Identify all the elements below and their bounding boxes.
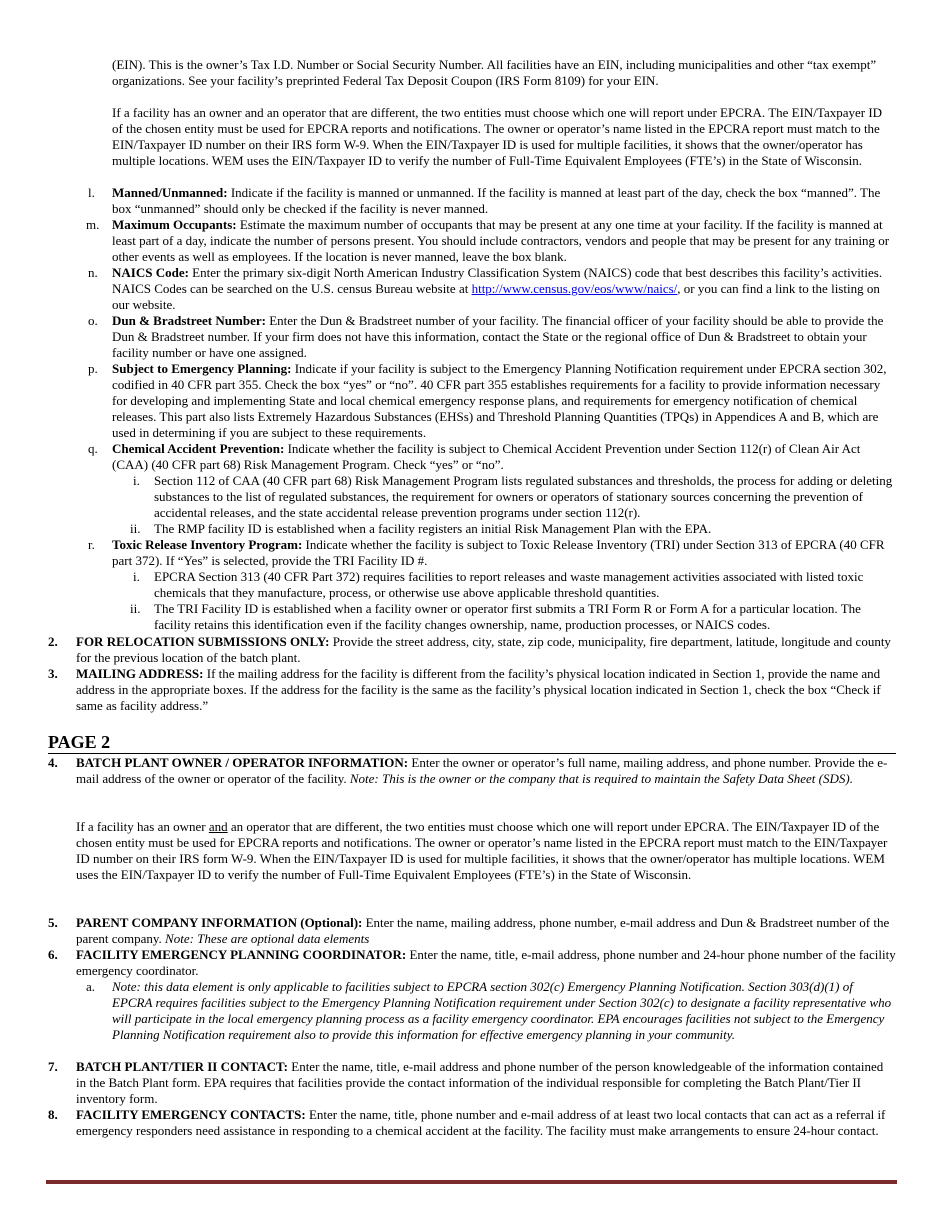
section-4-p2-a: If a facility has an owner — [76, 819, 209, 834]
section-7-number: 7. — [48, 1059, 58, 1074]
item-o-label: o. — [88, 313, 98, 328]
section-4-title: BATCH PLANT OWNER / OPERATOR INFORMATION: — [76, 755, 409, 770]
item-m-title: Maximum Occupants: — [112, 217, 237, 232]
item-q-sub-ii: The RMP facility ID is established when a facility registers an initial Risk Management Plan with the EPA. — [154, 521, 712, 536]
section-4-owner-operator-paragraph — [76, 819, 896, 883]
item-manned-unmanned — [112, 185, 896, 217]
footer-rule — [46, 1180, 897, 1184]
item-p-title: Subject to Emergency Planning: — [112, 361, 292, 376]
section-6-number: 6. — [48, 947, 58, 962]
item-m-text: Estimate the maximum number of occupants that may be present at any one time at your facility. If the facility is manned at least part of a day, indicate the number of persons present. You should include contractors, vendors and people that may be present for any training or other events as well as employees. If the location is never manned, leave the box blank. — [112, 217, 890, 264]
item-o-title: Dun & Bradstreet Number: — [112, 313, 266, 328]
item-r-sub-i-label: i. — [133, 569, 140, 584]
item-r-sub-i: EPCRA Section 313 (40 CFR Part 372) requires facilities to report releases and waste management activities associated with listed toxic chemicals that they manufacture, process, or otherwise use above applicable threshold quantities. — [154, 569, 864, 600]
section-2-text: Provide the street address, city, state, zip code, municipality, fire department, latitude, longitude and county for the previous location of the batch plant. — [76, 634, 891, 665]
section-tier-ii-contact — [76, 1059, 896, 1107]
section-4-note: Note: This is the owner or the company that is required to maintain the Safety Data Sheet (SDS). — [349, 771, 853, 786]
section-3-text: If the mailing address for the facility is different from the facility’s physical location indicated in Section 1, provide the name and address in the appropriate boxes. If the address for the facility is the same as the facility’s physical location indicated in Section 1, check the box “Check if same as facility address.” — [76, 666, 881, 713]
section-8-number: 8. — [48, 1107, 58, 1122]
item-q-sub-i-label: i. — [133, 473, 140, 488]
item-n-text-b: , or you can find a link to the listing on our website. — [112, 281, 880, 312]
item-q-label: q. — [88, 441, 98, 456]
section-owner-operator — [76, 755, 896, 787]
item-dun-bradstreet — [112, 313, 896, 361]
page-2-heading: PAGE 2 — [48, 732, 111, 752]
item-q-text: Indicate whether the facility is subject to Chemical Accident Prevention under Section 112(r) of Clean Air Act (CAA) (40 CFR part 68) Risk Management Program. Check “yes” or “no”. — [112, 441, 861, 472]
item-n-title: NAICS Code: — [112, 265, 189, 280]
item-q-sub-i: Section 112 of CAA (40 CFR part 68) Risk Management Program lists regulated substances and thresholds, the process for adding or deleting substances to the list of regulated substances, the requirement for owners or operators of stationary sources concerning the prevention of accidental releases, and the state accidental release prevention programs under section 112(r). — [154, 473, 893, 520]
section-8-title: FACILITY EMERGENCY CONTACTS: — [76, 1107, 306, 1122]
heading-divider — [48, 753, 896, 754]
item-l-label: l. — [88, 185, 95, 200]
section-3-title: MAILING ADDRESS: — [76, 666, 204, 681]
item-r-text: Indicate whether the facility is subject to Toxic Release Inventory (TRI) under Section 313 of EPCRA (40 CFR part 372). If “Yes” is selected, provide the TRI Facility ID #. — [112, 537, 885, 568]
section-relocation — [76, 634, 896, 666]
naics-link[interactable]: http://www.census.gov/eos/www/naics/ — [471, 281, 678, 296]
section-4-text: Enter the owner or operator’s full name, mailing address, and phone number. Provide the e-mail address of the owner or operator of the facility. — [76, 755, 888, 786]
item-toxic-release-inventory — [112, 537, 896, 569]
item-p-text: Indicate if your facility is subject to the Emergency Planning Notification requirement under EPCRA section 302, codified in 40 CFR part 355. Check the box “yes” or “no”. 40 CFR part 355 establishes requirements for a facility to provide information necessary for developing and implementing State and local chemical emergency response plans, and requirements for emergency notification of chemical releases. This part also lists Extremely Hazardous Substances (EHSs) and Threshold Planning Quantities (TPQs) in Appendices A and B, which are used in determining if you are subject to these requirements. — [112, 361, 887, 440]
section-2-title: FOR RELOCATION SUBMISSIONS ONLY: — [76, 634, 330, 649]
section-4-p2-and: and — [208, 819, 228, 834]
item-chemical-accident-prevention — [112, 441, 896, 473]
section-4-p2-b: an operator that are different, the two entities must choose which one will report under EPCRA. The EIN/Taxpayer ID of the chosen entity must be used for EPCRA reports and notifications. The owner or operator’s name listed in the EPCRA report must match to the EIN/Taxpayer ID number on their IRS form W-9. When the EIN/Taxpayer ID is used for multiple facilities, it shows that the owner/operator has multiple locations. WEM uses the EIN/Taxpayer ID to verify the number of Full-Time Equivalent Employees (FTE’s) in the State of Wisconsin. — [76, 819, 888, 882]
section-7-title: BATCH PLANT/TIER II CONTACT: — [76, 1059, 288, 1074]
item-q-title: Chemical Accident Prevention: — [112, 441, 285, 456]
item-l-title: Manned/Unmanned: — [112, 185, 228, 200]
section-2-number: 2. — [48, 634, 58, 649]
section-5-text: Enter the name, mailing address, phone number, e-mail address and Dun & Bradstreet number of the parent company. — [76, 915, 890, 946]
item-emergency-planning — [112, 361, 896, 441]
item-l-text: Indicate if the facility is manned or unmanned. If the facility is manned at least part of the day, check the box “manned”. The box “unmanned” should only be checked if the facility is never manned. — [112, 185, 881, 216]
item-n-text-a: Enter the primary six-digit North American Industry Classification System (NAICS) code that best describes this facility’s activities. NAICS Codes can be searched on the U.S. census Bureau website at — [112, 265, 883, 296]
section-8-text: Enter the name, title, phone number and e-mail address of at least two local contacts that can act as a referral if emergency responders need assistance in responding to a chemical accident at the facility. The facility must make arrangements to ensure 24-hour contact. — [76, 1107, 886, 1138]
item-p-label: p. — [88, 361, 98, 376]
section-6-sub-a-label: a. — [86, 979, 96, 994]
section-5-number: 5. — [48, 915, 58, 930]
section-5-title: PARENT COMPANY INFORMATION (Optional): — [76, 915, 363, 930]
item-o-text: Enter the Dun & Bradstreet number of your facility. The financial officer of your facility should be able to provide the Dun & Bradstreet number. If your firm does not have this information, contact the State or the regional office of Dun & Bradstreet to obtain your facility number or have one assigned. — [112, 313, 884, 360]
item-naics-code — [112, 265, 896, 313]
item-q-sub-ii-label: ii. — [130, 521, 141, 536]
ein-owner-operator-paragraph: If a facility has an owner and an operator that are different, the two entities must choose which one will report under EPCRA. The EIN/Taxpayer ID of the chosen entity must be used for EPCRA reports and notifications. The owner or operator’s name listed in the EPCRA report must match to the EIN/Taxpayer ID number on their IRS form W-9. When the EIN/Taxpayer ID is used for multiple facilities, it shows that the owner/operator has multiple locations. WEM uses the EIN/Taxpayer ID to verify the number of Full-Time Equivalent Employees (FTE’s) in the State of Wisconsin. — [112, 105, 883, 168]
item-m-label: m. — [86, 217, 100, 232]
section-4-number: 4. — [48, 755, 58, 770]
section-emergency-contacts — [76, 1107, 896, 1139]
section-7-text: Enter the name, title, e-mail address and phone number of the person knowledgeable of the information contained in the Batch Plant form. EPA requires that facilities provide the contact information of the individual responsible for completing the Batch Plant/Tier II inventory form. — [76, 1059, 884, 1106]
section-mailing-address — [76, 666, 896, 714]
item-r-title: Toxic Release Inventory Program: — [112, 537, 303, 552]
item-r-sub-ii-label: ii. — [130, 601, 141, 616]
section-6-title: FACILITY EMERGENCY PLANNING COORDINATOR: — [76, 947, 407, 962]
item-r-label: r. — [88, 537, 95, 552]
item-n-label: n. — [88, 265, 98, 280]
item-maximum-occupants — [112, 217, 896, 265]
section-5-note: Note: These are optional data elements — [165, 931, 370, 946]
ein-paragraph: (EIN). This is the owner’s Tax I.D. Number or Social Security Number. All facilities have an EIN, including municipalities and other “tax exempt” organizations. See your facility’s preprinted Federal Tax Deposit Coupon (IRS Form 8109) for your EIN. — [112, 57, 877, 88]
section-6-text: Enter the name, title, e-mail address, phone number and 24-hour phone number of the facility emergency coordinator. — [76, 947, 896, 978]
section-6-sub-a: Note: this data element is only applicable to facilities subject to EPCRA section 302(c) Emergency Planning Notification. Section 303(d)(1) of EPCRA requires facilities subject to the Emergency Planning Notification requirement under Section 302(c) to designate a facility representative who will participate in the local emergency planning process as a facility emergency coordinator. EPA encourages facilities not subject to the Emergency Planning Notification requirement also to provide this information for effective emergency planning in your community. — [112, 979, 892, 1042]
section-emergency-coordinator — [76, 947, 896, 979]
section-parent-company — [76, 915, 896, 947]
item-r-sub-ii: The TRI Facility ID is established when a facility owner or operator first submits a TRI Form R or Form A for a particular location. The facility retains this identification even if the facility changes ownership, name, production processes, or NAICS codes. — [154, 601, 861, 632]
section-3-number: 3. — [48, 666, 58, 681]
